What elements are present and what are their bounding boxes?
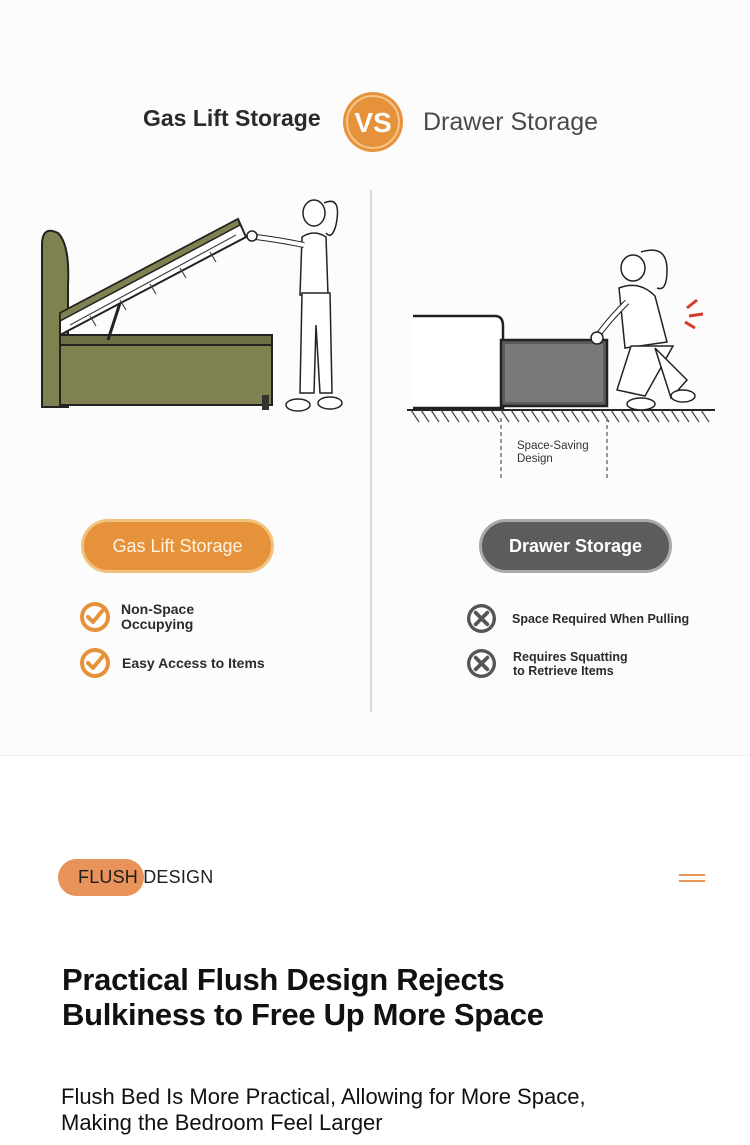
check-icon <box>79 647 111 679</box>
bed-base <box>60 343 272 405</box>
drawer-bed-frame <box>413 316 503 408</box>
con-item <box>466 648 628 679</box>
con-item <box>466 603 689 634</box>
flush-subline: Flush Bed Is More Practical, Allowing for More Space, Making the Bedroom Feel Larger <box>61 1084 586 1135</box>
vertical-divider <box>370 190 372 712</box>
pro-text-line: Easy Access to Items <box>122 654 265 671</box>
floor-hatching <box>411 410 709 422</box>
pro-item <box>79 647 265 679</box>
vs-label: VS <box>354 107 392 138</box>
pro-text-line: Non-Space <box>121 601 195 617</box>
con-text-line: to Retrieve Items <box>513 663 614 678</box>
section-divider <box>0 755 750 756</box>
bed-leg <box>262 395 269 410</box>
check-icon <box>79 601 111 633</box>
gas-lift-heading: Gas Lift Storage <box>143 105 321 131</box>
drawer-pill: Drawer Storage <box>479 519 672 573</box>
gas-lift-bed-illustration <box>30 185 360 425</box>
vs-badge <box>342 91 404 153</box>
menu-icon[interactable] <box>679 874 705 885</box>
pro-text-line: Occupying <box>121 616 194 632</box>
flush-design-tag <box>58 859 214 896</box>
drawer-heading: Drawer Storage <box>423 108 599 136</box>
gas-lift-pill: Gas Lift Storage <box>81 519 274 573</box>
con-text-line: Requires Squatting <box>513 649 628 664</box>
con-text-line: Space Required When Pulling <box>512 611 690 626</box>
x-icon <box>466 648 497 679</box>
strain-marks-icon <box>685 300 703 328</box>
x-icon <box>466 603 497 634</box>
pro-item <box>79 601 194 633</box>
flush-headline: Practical Flush Design Rejects Bulkiness to Free Up More Space <box>62 962 544 1032</box>
space-saving-label: Space-Saving Design <box>517 440 589 465</box>
flush-design-label: FLUSH DESIGN <box>78 867 214 887</box>
